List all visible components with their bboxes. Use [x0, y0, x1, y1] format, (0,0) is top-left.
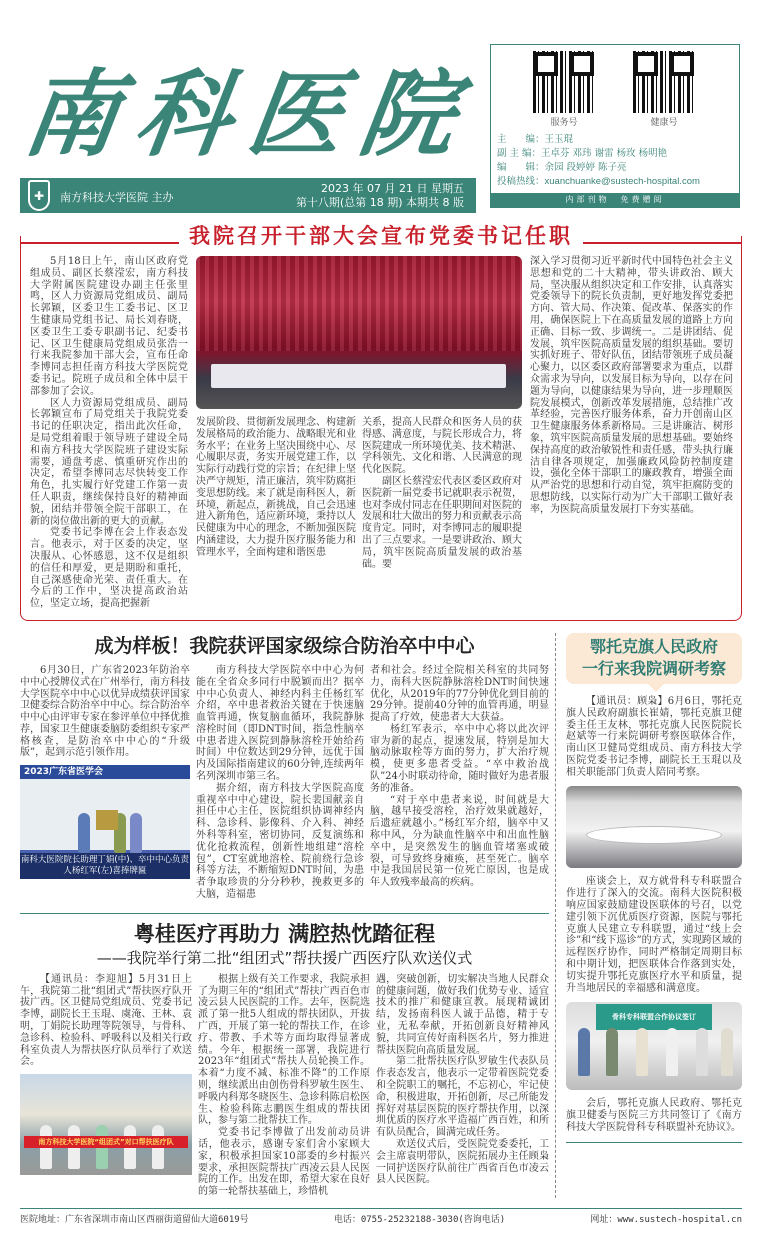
editorial-info-box	[490, 44, 740, 208]
paragraph: 第二批帮扶医疗队罗敏生代表队员作表态发言，他表示一定带着医院党委和全院职工的嘱托，不忘初心，牢记使命，积极进取，开拓创新，尽己所能发挥好对基层医院的医疗帮扶作用，以深圳优质的医疗水平造福广西百姓，和所有队员配合，圆满完成任务。	[376, 1056, 549, 1139]
footer	[20, 1208, 742, 1246]
paragraph: 深入学习贯彻习近平新时代中国特色社会主义思想和党的二十大精神，带头讲政治、顾大局，坚决服从组织决定和工作安排，认真落实党委领导下的院长负责制，更好地发挥党委把方向、管大局、作决策、促改革、保落实的作用，确保医院上下在高质量发展的道路上方向正确、目标一致、步调统一。二是讲团结、促发展，筑牢医院高质量发展的组织基础。要切实抓好班子、带好队伍，团结带领班子成员凝心聚力，以区委区政府部署要求为重点，以群众需求为导向，以发展目标为导向，以存在问题为导向，以健康结果为导向，进一步理顺医院发展模式，创新改革发展措施，总结推广改革经验，完善医疗服务体系，奋力开创南山区卫生健康服务体系新格局。三是讲廉洁、树形象，筑牢医院高质量发展的思想基础。要始终保持高度的政治敏锐性和责任感，带头执行廉洁自律各项规定，加强廉政风险防控制度建设，强化全体干部职工的廉政教育，增强全面从严治党的思想和行动自觉，筑牢拒腐防变的思想防线，以实际行动为广大干部职工做好表率，为医院高质量发展打下夯实基础。	[530, 256, 733, 515]
photo-banner-text: 2023广东省医学会	[24, 767, 104, 778]
article-1-col-3	[362, 417, 522, 570]
article-1-middle-columns	[196, 417, 522, 570]
masthead-title	[17, 34, 463, 179]
paragraph: 党委书记李博做了出发前动员讲话，他表示，感谢专家们舍小家顾大家，积极承担国家10部委的乡村振兴要求，承担医院帮扶广西凌云县人民医院的工作。出发在即，希望大家在良好的第一轮帮扶基础上，珍惜机	[198, 1127, 370, 1198]
article-3-col-1	[20, 974, 192, 1198]
masthead-char: 医	[241, 60, 351, 170]
sidebar-bottom-line	[566, 1142, 742, 1144]
award-plaque	[96, 810, 118, 830]
article-1-headline: 我院召开干部大会宣布党委书记任职	[189, 224, 573, 248]
conference-table	[211, 364, 506, 388]
masthead-char: 科	[129, 60, 239, 170]
photo-caption: 南科大医院院长助理丁娟(中)、卒中中心负责人杨红军(左)喜捧牌匾	[20, 853, 190, 879]
sidebar-text-3	[566, 1098, 742, 1133]
masthead-char: 南	[17, 60, 127, 170]
article-3-columns	[20, 974, 549, 1198]
sidebar-text-1	[566, 696, 742, 779]
article-3-headline: 粤桂医疗再助力 满腔热忱踏征程	[133, 921, 436, 946]
person	[636, 1028, 648, 1076]
curtain	[196, 256, 522, 351]
article-1-col-2	[196, 417, 356, 570]
divider	[20, 242, 179, 244]
sidebar-headline-line-2: 一行来我院调研考察	[581, 658, 726, 678]
hospital-logo-icon: ✚	[28, 180, 50, 211]
paragraph: 党委书记李博在会上作表态发言。他表示，对于区委的决定，坚决服从、心怀感恩，这不仅是组织的信任和厚爱，更是期盼和重托，自己深感使命光荣、责任重大。在今后的工作中，坚决提高政治站位，坚定立场，提高把握新	[30, 527, 188, 610]
paragraph: 【通讯员：李迎旭】5月31日上午，我院第二批“组团式”帮扶医疗队开拔广西。区卫健局党组成员、党委书记李博，副院长王玉琨、虞淹、王林、袁明，丁娟院长助理等院领导，与骨科、急诊科、检验科、呼吸科以及相关行政科室负责人为帮扶医疗队员举行了欢送会。	[20, 973, 192, 1068]
paragraph: 区人力资源局党组成员、副局长郭颖宣布了局党组关于我院党委书记的任职决定，指出此次任命，是局党组着眼于领导班子建设全局和南方科技大学医院班子建设实际需要，通盘考虑、慎重研究作出的决定，希望李博同志尽快转变工作角色，扎实履行好党建工作第一责任人职责，继续保持良好的精神面貌，团结并带领全院干部职工，在新的岗位做出新的更大的贡献。	[30, 397, 188, 527]
sidebar-headline	[566, 633, 742, 684]
article-2-columns	[20, 665, 549, 901]
sponsor-text: 南方科技大学医院 主办	[60, 191, 174, 204]
paragraph: 据介绍，南方科技大学医院高度重视卒中中心建设，院长裴国献亲自担任中心主任，医院组织协调神经内科、急诊科、影像科、介入科、神经外科等科室，密切协同，反复演练和优化抢救流程，创新性地组建“溶栓包”，CT室就地溶栓、院前绕行急诊科等方法，不断缩短DNT时间，为患者争取珍贵的分分秒秒，挽救更多的大脑，造福患	[196, 782, 364, 901]
paragraph: 南方科技大学医院卒中中心为何能在全省众多同行中脱颖而出？据卒中中心负责人、神经内科主任杨红军介绍，卒中患者救治关键在于快速脑血管再通，恢复脑血循环，我院静脉溶栓时间（即DNT时间，指急性脑卒中患者进入医院到静脉溶栓开始给药时间）中位数达到29分钟，远优于国内及国际指南建议的60分钟,连续两年名列深圳市第三名。	[196, 664, 364, 783]
paragraph: 者和社会。经过全院相关科室的共同努力，南科大医院静脉溶栓DNT时间快速优化，从2019年的77分钟优化到目前的29分钟。提前40分钟的血管再通，明显提高了疗效，使患者大大获益。	[370, 664, 549, 724]
paragraph: 欢送仪式后，受医院党委委托，工会主席袁明带队，医院拓展办主任顾枭一同护送医疗队前往广西省百色市凌云县人民医院。	[376, 1139, 549, 1186]
photo-screen-text: 骨科专科联盟合作协议签订	[596, 1004, 712, 1030]
issue-number: 第十八期(总第 18 期) 本期共 8 版	[295, 196, 464, 209]
sidebar-photo-meeting	[566, 786, 742, 868]
paragraph: 杨红军表示，卒中中心将以此次评审为新的起点，提速发展，特别是加大脑动脉取栓等方面的努力，扩大治疗规模，使更多患者受益。“卒中救治战队”24小时联动待命，随时做好为患者服务的准备。	[370, 723, 549, 794]
column-divider	[555, 633, 556, 1198]
article-1-photo-meeting	[196, 256, 522, 409]
editorial-credits	[491, 131, 739, 193]
paragraph: 座谈会上，双方就骨科专科联盟合作进行了深入的交流。南科大医院积极响应国家鼓励建设医联体的号召，以党建引领下沉优质医疗资源，医院与鄂托克旗人民建立专科联盟，通过“线上会诊”和“线下巡诊”的方式，实现跨区域的远程医疗协作，同时严格制定周期目标和中期计划，把医联体合作落到实处，切实提升鄂托克旗医疗水平和质量，提升当地居民的幸福感和满意度。	[566, 876, 742, 994]
article-1-box	[20, 236, 742, 621]
person	[130, 813, 142, 853]
editor-in-chief: 主 编：王玉琨	[497, 134, 574, 145]
qr-code-service-icon[interactable]	[531, 49, 597, 115]
sidebar-photo-signing	[566, 1002, 742, 1090]
article-3	[20, 913, 549, 1198]
article-2-photo-award	[20, 765, 190, 879]
article-2-col-3	[370, 665, 549, 901]
article-3-col-3	[376, 974, 549, 1198]
qr-code-health-icon[interactable]	[631, 49, 697, 115]
article-3-subtitle: ——我院举行第二批“组团式”帮扶援广西医疗队欢送仪式	[96, 948, 473, 967]
article-1-col-1	[30, 256, 188, 610]
editors: 编 辑：余园 段婷婷 陈子亮	[497, 162, 627, 173]
masthead-bar	[20, 178, 476, 213]
article-1-middle	[196, 256, 522, 610]
footer-website[interactable]: 网址：www.sustech-hospital.cn	[590, 1214, 742, 1225]
person	[696, 1028, 708, 1076]
deputy-editors: 副 主 编：王卓芬 邓玮 谢雷 杨玫 杨明艳	[497, 148, 668, 159]
sidebar-article	[562, 633, 742, 1198]
article-3-photo-team	[20, 1074, 192, 1175]
person	[78, 813, 90, 853]
masthead-char: 院	[353, 60, 463, 170]
lower-section	[20, 633, 742, 1198]
paragraph: 副区长蔡滢宏代表区委区政府对医院新一届党委书记就职表示祝贺，也对李成付同志在任职期间对医院的发展和壮大做出的努力和贡献表示高度肯定。同时，对李博同志的履职提出了三点要求。一是要讲政治、顾大局，筑牢医院高质量发展的政治基础。要	[362, 475, 522, 570]
meeting-table	[586, 826, 722, 844]
article-3-col-2	[198, 974, 370, 1198]
issue-date: 2023 年 07 月 21 日 星期五	[321, 182, 464, 195]
paragraph: 6月30日，广东省2023年防治卒中中心授牌仪式在广州举行，南方科技大学医院卒中中心以优异成绩获评国家卫健委综合防治卒中中心。综合防治卒中中心由评审专家在参评单位中择优推荐，国家卫生健康委脑防委组织专家严格核查，是防治卒中中心的“升级版”，起到示范引领作用。	[20, 664, 190, 759]
footer-phone: 电话：0755-25232188-3030(咨询电话)	[333, 1214, 506, 1225]
qr-codes	[491, 45, 739, 131]
qr-label-health: 健康号	[650, 118, 678, 128]
article-1-col-4	[530, 256, 733, 610]
article-2-col-2	[196, 665, 364, 901]
submission-email[interactable]: 投稿热线：xuanchuanke@sustech-hospital.com	[497, 176, 700, 187]
page-content	[20, 222, 742, 1246]
team-banner: 南方科技大学医院“组团式”对口帮扶医疗队	[24, 1136, 188, 1148]
paragraph: 关系，提高人民群众和医务人员的获得感、满意度，与院长形成合力，将医院建成一所环境优美、技术精湛、学科领先、文化和谐、人民满意的现代化医院。	[362, 417, 522, 476]
person	[578, 1028, 590, 1076]
qr-label-service: 服务号	[550, 118, 578, 128]
footer-address: 医院地址：广东省深圳市南山区西丽街道留仙大道6019号	[20, 1214, 249, 1225]
paragraph: “对于卒中患者来说，时间就是大脑，越早接受溶栓，治疗效果就越好，后遗症就越小。”杨红军介绍，脑卒中又称中风，分为缺血性脑卒中和出血性脑卒中，是突然发生的脑血管堵塞或破裂，可导致终身瘫痪，甚至死亡。脑卒中是我国居民第一位死亡原因，也是成年人致残率最高的疾病。	[370, 794, 549, 889]
sidebar-headline-line-1: 鄂托克旗人民政府	[589, 636, 718, 656]
left-articles	[20, 633, 549, 1198]
article-2-headline: 成为样板！我院获评国家级综合防治卒中中心	[94, 634, 475, 657]
person	[666, 1028, 678, 1076]
paragraph: 5月18日上午，南山区政府党组成员、副区长蔡滢宏，南方科技大学附属医院建设办副主任张里鸣，区人力资源局党组成员、副局长郭颖，区委卫生工委书记、区卫生健康局党组书记、局长刘春晓，区委卫生工委专职副书记、纪委书记、区卫生健康局党组成员张浩一行来我院参加干部大会，宣布任命李博同志担任南方科技大学医院党委书记。院班子成员和全体中层干部参加了会议。	[30, 256, 188, 397]
paragraph: 根据上级有关工作要求，我院承担了为期三年的“组团式”帮扶广西百色市凌云县人民医院的工作。去年，医院选派了第一批5人组成的帮扶团队，开拔广西，开展了第一轮的帮扶工作，在诊疗、带教、手术等方面均取得显著成绩。今年，根据统一部署，我院进行2023年“组团式”帮扶人员轮换工作。本着“力度不减、标准不降”的工作原则，继续派出由创伤骨科罗敏生医生、呼吸内科郑冬晓医生、急诊科陈启松医生、检验科陈志鹏医生组成的帮扶团队，参与第二批帮扶工作。	[198, 973, 370, 1127]
paragraph: 遇，突破创新，切实解决当地人民群众的健康问题，做好我们优势专业、适宜技术的推广和健康宣教。展现精诚团结，发扬南科医人诚于品德，精于专业，无私奉献，开拓创新良好精神风貌，共同宣传好南科医名片，努力推进帮扶医院向高质量发展。	[376, 973, 549, 1056]
divider	[583, 242, 742, 244]
paragraph: 发展阶段、贯彻新发展理念、构建新发展格局的政治能力、战略眼光和业务水平；在业务上坚决围绕中心、尽心履职尽责，务实开展党建工作，以实际行动践行党的宗旨；在纪律上坚决严守规矩，清正廉洁，筑牢防腐拒变思想防线。来了就是南科医人，新环境，新起点，新挑战，自己会迅速进入新角色，适应新环境，秉持以人民健康为中心的理念，不断加强医院内涵建设，大力提升医疗服务能力和管理水平，全面构建和谐医患	[196, 417, 356, 558]
article-2-col-1	[20, 665, 190, 901]
internal-publication-bar: 内部刊物 免费赠阅	[491, 193, 739, 207]
issue-info	[296, 182, 464, 210]
sidebar-text-2	[566, 876, 742, 994]
paragraph: 【通讯员：顾枭】6月6日，鄂托克旗人民政府副旗长崔婧，鄂托克旗卫健委主任王友林，鄂托克旗人民医院院长赵斌等一行来院调研考察医联体合作，南山区卫健局党组成员、南方科技大学医院党委书记李博，副院长王玉琨以及相关职能部门负责人陪同考察。	[566, 695, 742, 778]
person	[721, 1028, 733, 1076]
person	[606, 1028, 618, 1076]
paragraph: 会后，鄂托克旗人民政府、鄂托克旗卫健委与医院三方共同签订了《南方科技大学医院骨科专科联盟补充协议》。	[566, 1098, 742, 1134]
